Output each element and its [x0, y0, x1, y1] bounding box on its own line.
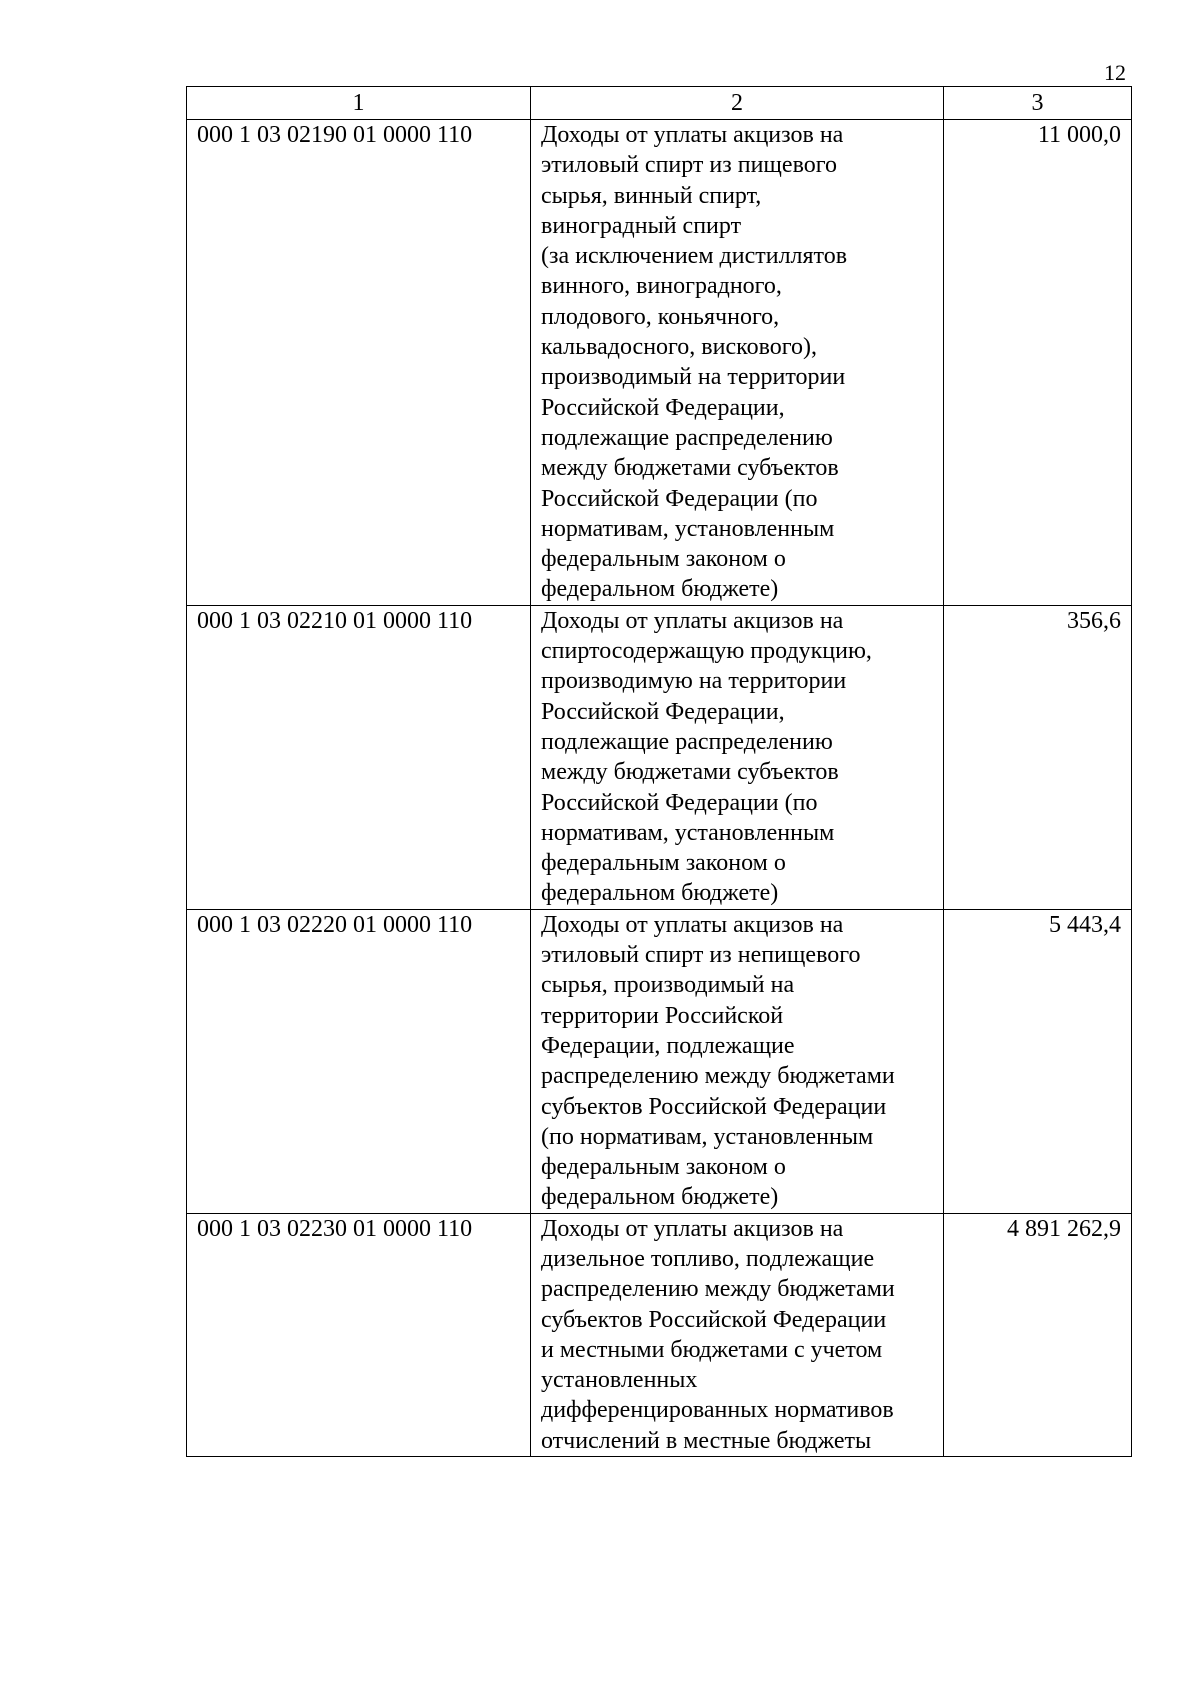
table-row — [187, 1213, 1132, 1456]
amount-cell: 4 891 262,9 — [944, 1213, 1132, 1456]
table-row — [187, 605, 1132, 909]
budget-code-cell: 000 1 03 02230 01 0000 110 — [187, 1213, 531, 1456]
budget-code-cell: 000 1 03 02220 01 0000 110 — [187, 909, 531, 1213]
page-number: 12 — [1104, 60, 1126, 85]
table-header-row — [187, 87, 1132, 120]
description-cell: Доходы от уплаты акцизов на спиртосодержащую продукцию, производимую на территории Российской Федерации, подлежащие распределению между бюджетами субъектов Российской Федерации (по нормативам, установленным федеральным законом о федеральном бюджете) — [531, 605, 944, 909]
column-header-3: 3 — [944, 87, 1132, 120]
description-cell: Доходы от уплаты акцизов на дизельное топливо, подлежащие распределению между бюджетами субъектов Российской Федерации и местными бюджетами с учетом установленных дифференцированных нормативов отчислений в местные бюджеты — [531, 1213, 944, 1456]
table-row — [187, 909, 1132, 1213]
budget-code-cell: 000 1 03 02190 01 0000 110 — [187, 120, 531, 606]
description-cell: Доходы от уплаты акцизов на этиловый спирт из пищевого сырья, винный спирт, виноградный спирт (за исключением дистиллятов винного, виноградного, плодового, коньячного, кальвадосного, вискового), производимый на территории Российской Федерации, подлежащие распределению между бюджетами субъектов Российской Федерации (по нормативам, установленным федеральным законом о федеральном бюджете) — [531, 120, 944, 606]
amount-cell: 5 443,4 — [944, 909, 1132, 1213]
budget-code-cell: 000 1 03 02210 01 0000 110 — [187, 605, 531, 909]
table-row — [187, 120, 1132, 606]
revenue-table — [186, 86, 1132, 1457]
amount-cell: 11 000,0 — [944, 120, 1132, 606]
column-header-1: 1 — [187, 87, 531, 120]
column-header-2: 2 — [531, 87, 944, 120]
description-cell: Доходы от уплаты акцизов на этиловый спирт из непищевого сырья, производимый на территории Российской Федерации, подлежащие распределению между бюджетами субъектов Российской Федерации (по нормативам, установленным федеральным законом о федеральном бюджете) — [531, 909, 944, 1213]
amount-cell: 356,6 — [944, 605, 1132, 909]
